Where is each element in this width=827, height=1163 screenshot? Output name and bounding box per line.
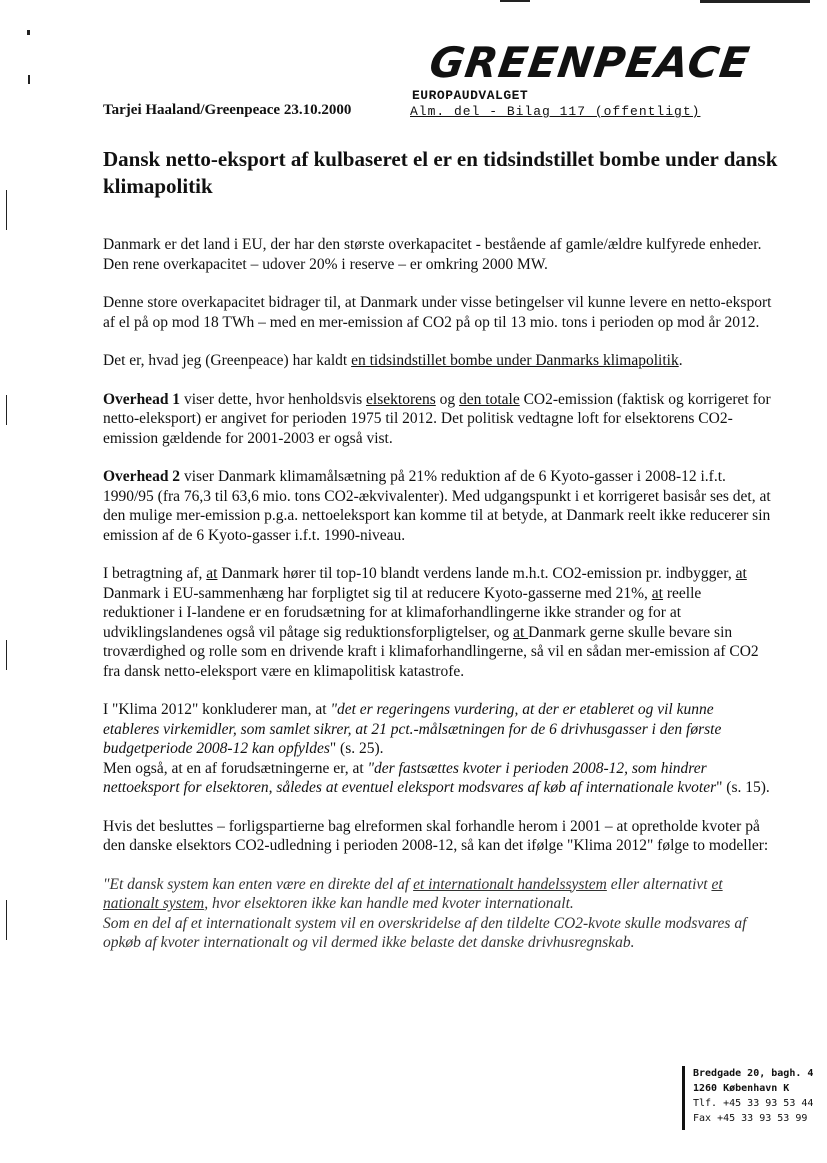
scan-mark: [6, 900, 7, 940]
scan-mark: [6, 395, 7, 425]
underlined-text: et internationalt handelssystem: [413, 875, 607, 893]
underlined-text: et nationalt system: [103, 875, 723, 912]
author-date: Tarjei Haaland/Greenpeace 23.10.2000: [103, 102, 352, 118]
scan-mark: [500, 0, 530, 2]
text: – med en mer-emission af CO2 på op til 13 mio. tons i perioden op mod år 2012.: [254, 313, 760, 331]
text: " (s. 25).: [329, 740, 384, 757]
address-street: Bredgade 20, bagh. 4: [693, 1068, 814, 1079]
scan-mark: [6, 190, 7, 230]
greenpeace-logo: GREENPEACE: [426, 38, 753, 87]
text: og: [435, 390, 460, 408]
paragraph-overhead-2: [103, 467, 773, 545]
text: reelle reduktioner i I-landene er en forudsætning for at klimaforhandlingerne ikke strander og for at udviklingslandenes også vil påtage sig reduktionsforpligtelser, og: [103, 584, 702, 641]
text: eller alternativt: [606, 875, 712, 893]
italic-quote: "det er regeringens vurdering, at der er etableret og vil kunne etableres virkemidler, som samlet sikrer, at 21 pct.-målsætningen for de 6 drivhusgasser i den første budgetperiode 2008-12 kan opfyldes: [103, 701, 722, 757]
scan-mark: [700, 0, 810, 3]
scan-mark: [27, 30, 30, 35]
underlined-text: den totale: [459, 390, 520, 408]
document-title: Dansk netto-eksport af kulbaseret el er en tidsindstillet bombe under dansk klimapolitik: [103, 147, 778, 198]
text: , hvor elsektoren ikke kan handle med kvoter internationalt.: [204, 895, 574, 912]
paragraph-net-export: [103, 293, 773, 332]
text: I betragtning af,: [103, 565, 207, 582]
text: " (s. 15).: [716, 779, 770, 796]
text: CO2-emission (faktisk og korrigeret for netto-eleksport) er angivet for perioden 1975 til 2012. Det politisk vedtagne loft for elsektorens CO2-emission gældende for 2001-2003 er også vist.: [103, 390, 771, 447]
text: viser Danmark klimamålsætning på 21% reduktion af de 6 Kyoto-gasser i 2008-12 i.f.t. 1990/95 (fra 76,3 til 63,6 mio. tons CO2-ækvivalenter). Med udgangspunkt i et korrigeret basisår ses det, at den mulige mer-emission p.g.a. nettoeleksport kan komme til at betyde, at Danmark reelt ikke reducerer sin emission af de 6 Kyoto-gasser i.f.t. 1990-niveau.: [103, 468, 771, 544]
address-fax: Fax +45 33 93 53 99: [693, 1113, 808, 1124]
overhead-label: Overhead 1: [103, 390, 181, 408]
text: viser dette, hvor henholdsvis: [180, 390, 367, 408]
italic-quote: "der fastsættes kvoter i perioden 2008-12, som hindrer nettoeksport for elsektoren, således at eventuel eleksport modsvares af køb af internationale kvoter: [103, 759, 717, 796]
paragraph-klima-2012-a: [103, 700, 773, 759]
text: "Et dansk system kan enten være en direkte del af: [103, 875, 414, 893]
quote-models-a: [103, 875, 773, 914]
text: .: [678, 352, 683, 369]
paragraph-considerations: [103, 564, 773, 681]
paragraph-overcapacity: Danmark er det land i EU, der har den største overkapacitet - bestående af gamle/ældre kulfyrede enheder. Den rene overkapacitet – udover 20% i reserve – er omkring 2000 MW.: [103, 236, 762, 273]
text: Danmark hører til top-10 blandt verdens lande m.h.t. CO2-emission pr. indbygger,: [217, 565, 736, 582]
text: Denne store overkapacitet bidrager til, at: [103, 294, 360, 311]
paragraph-overhead-1: [103, 390, 773, 449]
paragraph-klima-2012-b: [103, 759, 773, 798]
annex-stamp: Alm. del - Bilag 117 (offentligt): [410, 104, 701, 119]
underlined-text: at: [206, 565, 218, 582]
text: Men også, at en af forudsætningerne er, at: [103, 759, 368, 777]
address-block: [682, 1066, 813, 1130]
underlined-text: elsektorens: [366, 390, 436, 408]
underlined-text: at: [735, 565, 747, 582]
underlined-text: en tidsindstillet bombe under Danmarks klimapolitik: [351, 352, 679, 369]
text: I "Klima 2012" konkluderer man, at: [103, 701, 331, 718]
emphasis-text: Danmark under visse betingelser vil kunne levere en netto-eksport af el på op mod 18 TWh: [103, 294, 772, 331]
scan-mark: [28, 75, 30, 84]
address-phone: Tlf. +45 33 93 53 44: [693, 1098, 814, 1109]
text: Danmark gerne skulle bevare sin troværdighed og rolle som en drivende kraft i klimaforhandlingerne, så vil en sådan mer-emission af CO2 fra dansk netto-eleksport være en klimapolitisk katastrofe.: [103, 623, 759, 680]
overhead-label: Overhead 2: [103, 468, 181, 485]
paragraph-quota-models: Hvis det besluttes – forligspartierne bag elreformen skal forhandle herom i 2001 – at opretholde kvoter på den danske elsektors CO2-udledning i perioden 2008-12, så kan det ifølge "Klima 2012" følge to modeller:: [103, 817, 769, 854]
underlined-text: at: [513, 623, 529, 641]
scan-mark: [6, 640, 7, 670]
underlined-text: at: [651, 584, 663, 602]
quote-models-b: Som en del af et internationalt system vil en overskridelse af den tildelte CO2-kvote skulle modsvares af opkøb af kvoter internationalt og vil dermed ikke belaste det danske drivhusregnskab.: [103, 914, 747, 951]
document-body: [103, 235, 773, 972]
committee-stamp: EUROPAUDVALGET: [412, 88, 529, 103]
text: Det er, hvad jeg (Greenpeace) har kaldt: [103, 352, 352, 369]
address-city: 1260 København K: [693, 1083, 790, 1094]
paragraph-time-bomb: [103, 351, 773, 371]
text: Danmark i EU-sammenhæng har forpligtet sig til at reducere Kyoto-gasserne med 21%,: [103, 584, 652, 602]
